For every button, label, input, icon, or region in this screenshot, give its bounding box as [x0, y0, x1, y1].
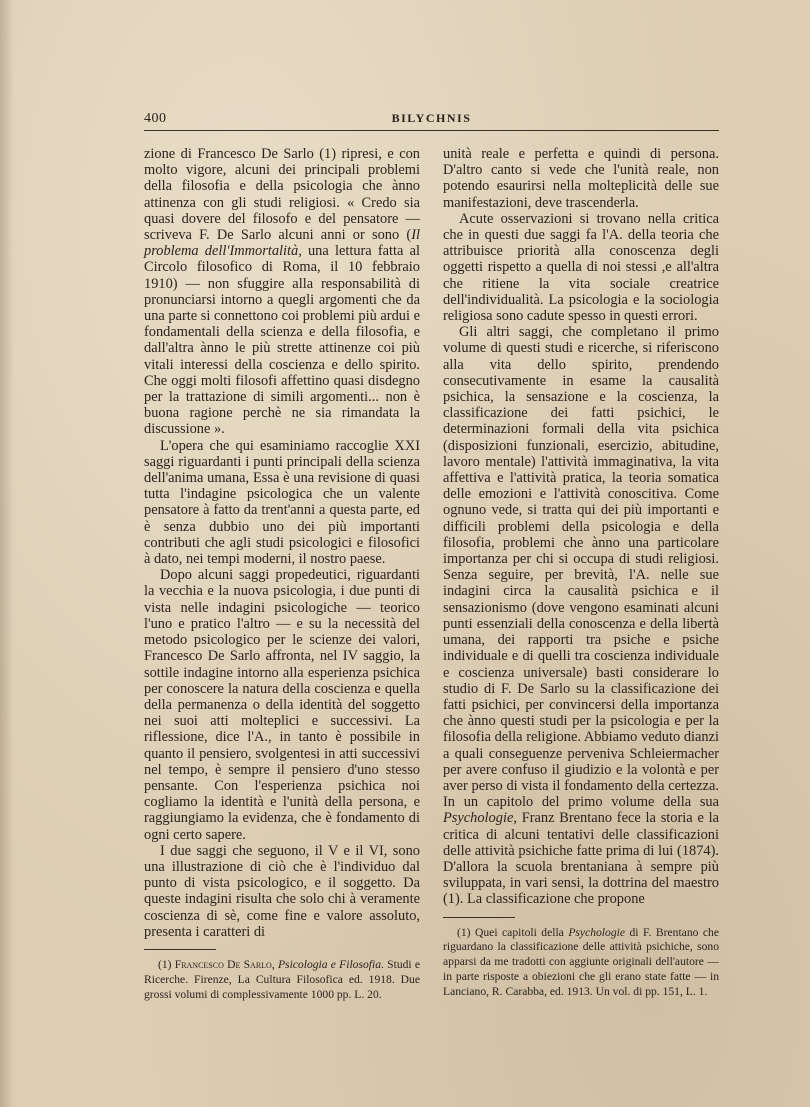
footnote-rule — [144, 949, 216, 950]
paragraph: Dopo alcuni saggi propedeutici, riguardanti la vecchia e la nuova psicologia, i due punti di vista nelle indagini psicologiche — teorico l'uno e pratico l'altro — e su la necessità del metodo psicologico per le scienze dei valori, Francesco De Sarlo affronta, nel IV saggio, la sottile indagine intorno alla esperienza psichica per conoscere la natura della coscienza e quella della permanenza o della identità del soggetto nei suoi atti molteplici e successivi. La riflessione, dice l'A., in tanto è possibile in quanto il pensiero, svolgentesi in atti successivi nel tempo, è sempre il pensiero d'uno stesso pensante. Con l'esperienza psichica noi cogliamo la identità e l'unità della persona, e raggiungiamo la evidenza, che è fondamento di ogni certo sapere. — [144, 567, 420, 843]
footnote-text: di F. Brentano che riguardano la classificazione delle attività psichiche, sono apparsi da me tradotti con aggiunte originali dell'autore — in parte risposte a obiezioni che gli erano state fatte — in Lanciano, R. Carabba, ed. 1913. Un vol. di pp. 151, L. 1. — [443, 925, 719, 998]
footnote-mark: (1) — [158, 957, 175, 971]
footnote-title: Psicologia e Filosofia — [277, 957, 382, 971]
running-title: BILYCHNIS — [391, 111, 472, 125]
paragraph: L'opera che qui esaminiamo raccoglie XXI saggi riguardanti i punti principali della scienza dell'anima umana, Essa è una revisione di quasi tutta l'indagine psicologica che un valente pensatore à fatto da trent'anni a questa parte, ed è senza dubbio uno dei più importanti contributi che agli studi psicologici e filosofici à dato, nei tempi moderni, il nostro paese. — [144, 437, 420, 568]
right-column — [443, 146, 719, 1000]
header-rule — [144, 130, 719, 131]
paragraph-text: Gli altri saggi, che completano il primo volume di questi studi e ricerche, si riferiscono alla vita dello spirito, prendendo consecutivamente in esame la causalità psichica, la sensazione e la coscienza, la classificazione dei fatti psichici, le determinazioni formali della vita psichica (disposizioni funzionali, esercizio, abitudine, lavoro mentale) l'attività immaginativa, la vita affettiva e l'attività pratica, la teoria somatica delle emozioni e l'attività conoscitiva. Come ognuno vede, si tratta qui dei più importanti e difficili problemi della psicologia e della filosofia, problemi che ànno una particolare importanza per chi si occupa di studi religiosi. Senza seguire, per brevità, l'A. nelle sue indagini circa la causalità psichica e il sensazionismo (dove vengono esaminati alcuni punti essenziali della conoscenza e della libertà umana, dei rapporti tra psiche e psiche individuale e di quelli tra coscienza individuale e coscienza universale) basti considerare lo studio di F. De Sarlo su la classificazione dei fatti psichici, per convincersi della importanza che ànno questi studi per la psicologia e per la filosofia della religione. Abbiamo veduto dianzi a quali conseguenze perveniva Schleiermacher per avere confuso il giudizio e la volontà e per aver perso di vista il fondamento della certezza. In un capitolo del primo volume della sua — [443, 324, 719, 811]
paragraph — [144, 146, 420, 438]
italic-title: Il problema dell'Immortalità — [144, 227, 420, 260]
paragraph: Acute osservazioni si trovano nella critica che in questi due saggi fa l'A. della teoria che attribuisce priorità alla conoscenza degli oggetti rispetto a quella di noi stessi ,e all'altra che ritiene la vita sociale creatrice dell'individualità. La psicologia e la sociologia religiosa sono cadute spesso in questi errori. — [443, 210, 719, 325]
footnote-author: Francesco De Sarlo — [174, 957, 272, 971]
page-header — [144, 111, 719, 131]
paragraph: unità reale e perfetta e quindi di persona. D'altro canto si vede che l'unità reale, non potendo esaurirsi nella molteplicità delle sue manifestazioni, deve trascenderla. — [443, 146, 719, 211]
paragraph: I due saggi che seguono, il V e il VI, sono una illustrazione di ciò che è l'individuo dal punto di vista psicologico, e il soggetto. Da queste indagini risulta che solo chi à veramente coscienza di sè, come fine e valore assoluto, presenta i caratteri di — [144, 842, 420, 940]
paragraph-text: , Franz Brentano fece la storia e la critica di alcuni tentativi delle classificazioni delle attività psichiche fatte prima di lui (1874). D'allora la scuola brentaniana à sempre più sviluppata, in vari sensi, la dottrina del maestro (1). La classificazione che propone — [443, 810, 719, 908]
footnote — [144, 958, 420, 1002]
paragraph-text: zione di Francesco De Sarlo (1) ripresi, e con molto vigore, alcuni dei principali problemi della filosofia e della psicologia che ànno attinenza con gli studi religiosi. « Credo sia quasi dovere del filosofo e del pensatore — scriveva F. De Sarlo alcuni anni or sono ( — [144, 146, 420, 244]
footnote-separator: , — [271, 957, 278, 971]
page-edge-shadow — [0, 0, 14, 1107]
footnote-text: (1) Quei capitoli della — [457, 925, 569, 939]
paragraph — [443, 324, 719, 907]
left-column — [144, 146, 420, 1002]
page-number: 400 — [144, 111, 167, 126]
paragraph-text: , una lettura fatta al Circolo filosofico di Roma, il 10 febbraio 1910) — non sfuggire alla responsabilità di pronunciarsi intorno a quegli argomenti che da una parte si connettono coi problemi più ardui e fondamentali della scienza e della filosofia, e dall'altra ànno le più strette attinenze coi più vitali interessi della coscienza e dello spirito. Che oggi molti filosofi affettino quasi disdegno per la trattazione di simili argomenti... non è buona ragione perchè ne sia rimandata la discussione ». — [144, 243, 420, 438]
italic-title: Psychologie — [443, 810, 514, 827]
footnote-title: Psychologie — [568, 925, 625, 939]
footnote — [443, 926, 719, 1000]
footnote-text: . Studi e Ricerche. Firenze, La Cultura Filosofica ed. 1918. Due grossi volumi di complessivamente 1000 pp. L. 20. — [144, 957, 421, 1001]
footnote-rule — [443, 917, 515, 918]
